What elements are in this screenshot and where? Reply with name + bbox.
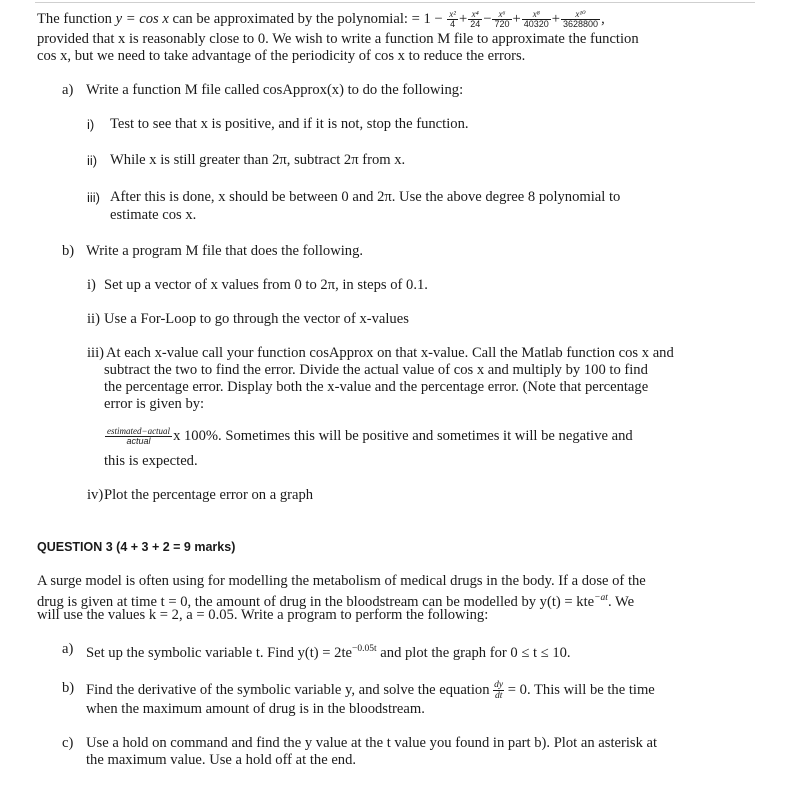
- percentage-error-formula: [104, 427, 633, 446]
- q3-part-a-text: Set up the symbolic variable t. Find $y(t) = 2te^{-0.05t}$ and plot the graph for 0 ≤ t ≤ 10.: [86, 644, 571, 661]
- q3-part-c-label: c): [62, 735, 74, 751]
- q3-intro-line-3: will use the values k = 2, a = 0.05. Write a program to perform the following:: [37, 607, 489, 623]
- intro-comma: ,: [601, 10, 605, 27]
- term-2: $\frac{\text{x⁴}}{24}$: [470, 9, 481, 29]
- part-b-iii-text-1: At each x-value call your function cosApprox on that x-value. Call the Matlab function cos x and: [106, 345, 674, 361]
- q3a-exponent: −0.05t: [352, 644, 377, 654]
- intro-line-2: provided that x is reasonably close to 0. We wish to write a function M file to approximate the function: [37, 31, 639, 47]
- error-fraction: $\frac{\text{estimated−actual}}{\text{actual}}$: [107, 426, 171, 446]
- part-b-iii-text-3: the percentage error. Display both the x-value and the percentage error. (Note that percentage: [104, 379, 649, 395]
- term-5: $\frac{\text{x¹⁰}}{3628800}$: [563, 9, 599, 29]
- intro-line-1: [37, 10, 605, 29]
- part-a-ii-label: ii): [87, 153, 98, 168]
- formula-tail-2: this is expected.: [104, 453, 198, 469]
- part-a-i-text: Test to see that x is positive, and if it is not, stop the function.: [110, 116, 469, 132]
- part-b-ii-label: ii): [87, 311, 100, 327]
- part-a-i-label: i): [87, 117, 95, 132]
- part-b-iv-label: iv): [87, 487, 104, 503]
- question-3-heading: QUESTION 3 (4 + 3 + 2 = 9 marks): [37, 540, 236, 554]
- q3-intro-line-2: drug is given at time t = 0, the amount of drug in the bloodstream can be modelled by y(t) = kte$^{-at}$. We: [37, 593, 635, 610]
- intro-text: The function: [37, 10, 116, 27]
- dy-dt-fraction: $\frac{dy}{dt}$: [494, 680, 504, 701]
- q3-part-c-text-2: the maximum value. Use a hold off at the end.: [86, 752, 357, 768]
- part-b-i-text: Set up a vector of x values from 0 to 2π, in steps of 0.1.: [104, 277, 428, 293]
- q3-part-b-text-2: when the maximum amount of drug is in the bloodstream.: [86, 701, 425, 717]
- q3-part-a-label: a): [62, 641, 74, 657]
- term-3: $\frac{\text{x⁶}}{720}$: [494, 9, 510, 29]
- part-b-iii-text-4: error is given by:: [104, 396, 205, 412]
- q3-exponent: −at: [594, 593, 608, 603]
- part-a-label: a): [62, 82, 74, 98]
- formula-tail: x 100%. Sometimes this will be positive and sometimes it will be negative and: [173, 428, 633, 444]
- intro-line-3: cos x, but we need to take advantage of the periodicity of cos x to reduce the errors.: [37, 48, 526, 64]
- part-b-iii-text-2: subtract the two to find the error. Divide the actual value of cos x and multiply by 100 to find: [104, 362, 648, 378]
- part-a-ii-text: While x is still greater than 2π, subtract 2π from x.: [110, 152, 406, 168]
- part-b-iv-text: Plot the percentage error on a graph: [104, 487, 314, 503]
- op-2: −: [483, 10, 492, 27]
- intro-mid: can be approximated by the polynomial: = 1 −: [168, 10, 443, 27]
- op-3: +: [512, 10, 521, 27]
- op-4: +: [551, 10, 561, 27]
- part-b-label: b): [62, 243, 75, 259]
- part-b-iii-label: iii): [87, 345, 105, 361]
- q3-part-b-text-1: Find the derivative of the symbolic variable y, and solve the equation $\frac{dy}{dt}$ = 0. This will be the time: [86, 680, 655, 701]
- op-1: +: [459, 10, 468, 27]
- q3-part-b-label: b): [62, 680, 75, 696]
- part-a-text: Write a function M file called cosApprox(x) to do the following:: [86, 82, 464, 98]
- part-b-i-label: i): [87, 277, 96, 293]
- q3-part-c-text-1: Use a hold on command and find the y value at the t value you found in part b). Plot an asterisk at: [86, 735, 658, 751]
- term-4: $\frac{\text{x⁸}}{40320}$: [523, 9, 549, 29]
- term-1: $\frac{\text{x²}}{4}$: [449, 9, 456, 29]
- page-top-rule: [35, 2, 755, 3]
- q3-intro-line-1: A surge model is often using for modelling the metabolism of medical drugs in the body. If a dose of the: [37, 573, 646, 589]
- part-a-iii-text-1: After this is done, x should be between 0 and 2π. Use the above degree 8 polynomial to: [110, 189, 621, 205]
- part-b-ii-text: Use a For-Loop to go through the vector of x-values: [104, 311, 409, 327]
- part-a-iii-label: iii): [87, 190, 100, 205]
- part-b-text: Write a program M file that does the following.: [86, 243, 364, 259]
- intro-equation: y = cos x: [115, 10, 169, 27]
- part-a-iii-text-2: estimate cos x.: [110, 207, 197, 223]
